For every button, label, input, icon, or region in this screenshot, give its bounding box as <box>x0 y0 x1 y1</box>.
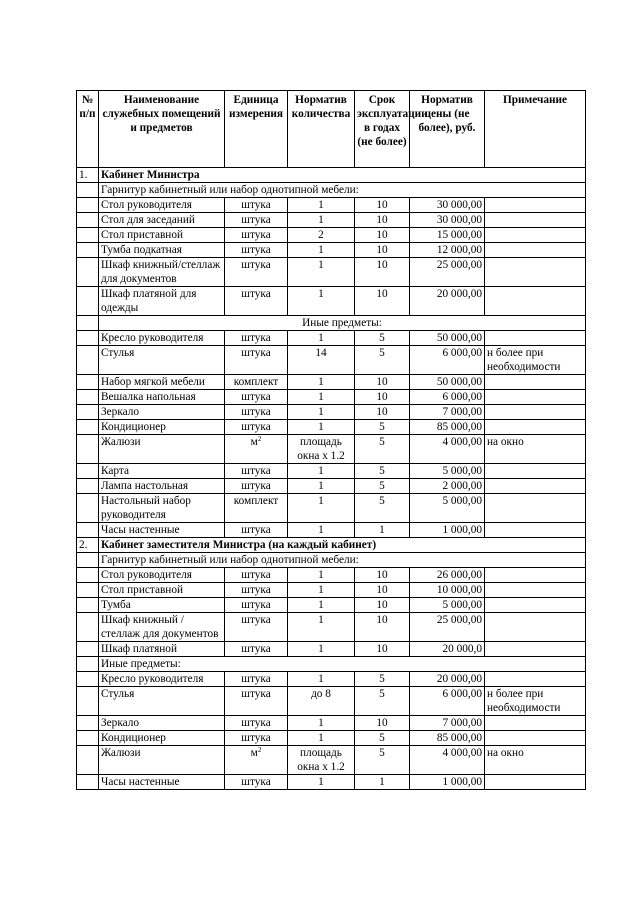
group-row <box>77 316 586 331</box>
item-unit <box>225 523 288 538</box>
item-unit <box>225 613 288 642</box>
item-unit-text: штука <box>241 347 271 359</box>
table-row <box>77 405 586 420</box>
item-term: 5 <box>355 746 410 775</box>
item-unit <box>225 568 288 583</box>
item-term: 10 <box>355 583 410 598</box>
item-unit-text: штука <box>241 776 271 788</box>
row-num-cell <box>77 687 99 716</box>
item-unit <box>225 672 288 687</box>
item-price: 20 000,0 <box>410 642 485 657</box>
item-name: Стулья <box>99 687 225 716</box>
item-unit <box>225 464 288 479</box>
table-header-row <box>77 91 586 168</box>
item-qty: 1 <box>288 258 355 287</box>
item-note <box>485 642 586 657</box>
row-num-cell <box>77 213 99 228</box>
table-row <box>77 479 586 494</box>
item-term: 1 <box>355 775 410 790</box>
item-price: 1 000,00 <box>410 523 485 538</box>
header-name: Наименование служебных помещений и предметов <box>99 91 225 168</box>
item-term: 5 <box>355 464 410 479</box>
item-price: 10 000,00 <box>410 583 485 598</box>
item-note: н более при необходимости <box>485 346 586 375</box>
item-unit-text: штука <box>241 524 271 536</box>
item-term: 10 <box>355 213 410 228</box>
item-name: Стол руководителя <box>99 568 225 583</box>
item-qty: 1 <box>288 464 355 479</box>
item-term: 5 <box>355 731 410 746</box>
item-price: 50 000,00 <box>410 375 485 390</box>
item-price: 6 000,00 <box>410 687 485 716</box>
row-num-cell <box>77 642 99 657</box>
item-qty: 1 <box>288 243 355 258</box>
item-unit-text: штука <box>241 199 271 211</box>
group-heading: Гарнитур кабинетный или набор однотипной мебели: <box>99 553 586 568</box>
item-unit-text: штука <box>241 244 271 256</box>
item-unit <box>225 331 288 346</box>
item-price: 85 000,00 <box>410 731 485 746</box>
item-note: н более при необходимости <box>485 687 586 716</box>
item-price: 5 000,00 <box>410 494 485 523</box>
item-unit <box>225 435 288 464</box>
table-row <box>77 464 586 479</box>
row-num-cell <box>77 287 99 316</box>
item-price: 26 000,00 <box>410 568 485 583</box>
item-unit <box>225 494 288 523</box>
item-term: 5 <box>355 331 410 346</box>
table-row <box>77 228 586 243</box>
item-name: Лампа настольная <box>99 479 225 494</box>
item-qty: 1 <box>288 479 355 494</box>
table-row <box>77 716 586 731</box>
item-term: 5 <box>355 687 410 716</box>
table-row <box>77 198 586 213</box>
item-term: 10 <box>355 598 410 613</box>
item-qty: 1 <box>288 287 355 316</box>
item-term: 5 <box>355 479 410 494</box>
item-note <box>485 523 586 538</box>
item-unit <box>225 642 288 657</box>
item-name: Шкаф книжный/стеллаж для документов <box>99 258 225 287</box>
item-unit-text: штука <box>241 717 271 729</box>
item-note <box>485 775 586 790</box>
section-title: Кабинет Министра <box>99 168 586 183</box>
section-row <box>77 538 586 553</box>
table-row <box>77 583 586 598</box>
item-term: 1 <box>355 523 410 538</box>
item-note <box>485 213 586 228</box>
item-name: Настольный набор руководителя <box>99 494 225 523</box>
item-note <box>485 494 586 523</box>
item-unit-text: штука <box>241 673 271 685</box>
item-qty: 1 <box>288 568 355 583</box>
item-name: Шкаф платяной <box>99 642 225 657</box>
header-term: Срок эксплуатации в годах (не более) <box>355 91 410 168</box>
item-unit-text: штука <box>241 688 271 700</box>
item-unit-text: штука <box>241 259 271 271</box>
item-name: Часы настенные <box>99 775 225 790</box>
item-qty: 1 <box>288 642 355 657</box>
item-qty: 1 <box>288 672 355 687</box>
item-unit-text: штука <box>241 214 271 226</box>
item-name: Зеркало <box>99 405 225 420</box>
item-price: 12 000,00 <box>410 243 485 258</box>
item-term: 10 <box>355 243 410 258</box>
group-num-cell <box>77 553 99 568</box>
table-row <box>77 346 586 375</box>
item-unit <box>225 375 288 390</box>
item-price: 85 000,00 <box>410 420 485 435</box>
item-note: на окно <box>485 746 586 775</box>
table-row <box>77 731 586 746</box>
item-unit <box>225 213 288 228</box>
item-term: 10 <box>355 228 410 243</box>
item-qty: 1 <box>288 523 355 538</box>
item-term: 5 <box>355 494 410 523</box>
item-note <box>485 479 586 494</box>
item-qty: площадь окна х 1.2 <box>288 746 355 775</box>
item-unit <box>225 390 288 405</box>
row-num-cell <box>77 494 99 523</box>
item-name: Шкаф книжный /стеллаж для документов <box>99 613 225 642</box>
item-price: 20 000,00 <box>410 287 485 316</box>
item-note <box>485 583 586 598</box>
header-note: Примечание <box>485 91 586 168</box>
row-num-cell <box>77 672 99 687</box>
item-unit-text: штука <box>241 480 271 492</box>
row-num-cell <box>77 613 99 642</box>
item-price: 20 000,00 <box>410 672 485 687</box>
item-unit <box>225 598 288 613</box>
item-note <box>485 243 586 258</box>
item-price: 4 000,00 <box>410 435 485 464</box>
row-num-cell <box>77 375 99 390</box>
item-unit-text: штука <box>241 584 271 596</box>
item-note <box>485 672 586 687</box>
table-row <box>77 420 586 435</box>
item-price: 30 000,00 <box>410 198 485 213</box>
item-name: Жалюзи <box>99 435 225 464</box>
header-unit: Единица измерения <box>225 91 288 168</box>
item-unit-text: штука <box>241 288 271 300</box>
item-unit-text: штука <box>241 599 271 611</box>
item-name: Карта <box>99 464 225 479</box>
group-row <box>77 657 586 672</box>
item-term: 10 <box>355 716 410 731</box>
item-name: Кондиционер <box>99 731 225 746</box>
item-qty: до 8 <box>288 687 355 716</box>
item-term: 10 <box>355 198 410 213</box>
item-name: Тумба <box>99 598 225 613</box>
table-row <box>77 375 586 390</box>
item-unit <box>225 198 288 213</box>
row-num-cell <box>77 420 99 435</box>
item-unit-text: штука <box>241 732 271 744</box>
item-note: на окно <box>485 435 586 464</box>
item-note <box>485 375 586 390</box>
table-row <box>77 523 586 538</box>
table-row <box>77 568 586 583</box>
row-num-cell <box>77 464 99 479</box>
section-row <box>77 168 586 183</box>
group-heading: Иные предметы: <box>99 316 586 331</box>
item-term: 5 <box>355 420 410 435</box>
item-note <box>485 228 586 243</box>
item-qty: 2 <box>288 228 355 243</box>
group-heading: Гарнитур кабинетный или набор однотипной мебели: <box>99 183 586 198</box>
item-price: 50 000,00 <box>410 331 485 346</box>
table-row <box>77 613 586 642</box>
item-term: 5 <box>355 672 410 687</box>
item-unit <box>225 346 288 375</box>
item-price: 30 000,00 <box>410 213 485 228</box>
group-row <box>77 553 586 568</box>
item-unit-text: штука <box>241 332 271 344</box>
item-unit <box>225 716 288 731</box>
table-row <box>77 775 586 790</box>
item-price: 15 000,00 <box>410 228 485 243</box>
item-unit-text: штука <box>241 229 271 241</box>
item-note <box>485 390 586 405</box>
item-qty: 1 <box>288 405 355 420</box>
item-price: 6 000,00 <box>410 390 485 405</box>
item-term: 10 <box>355 287 410 316</box>
table-body <box>77 168 586 790</box>
item-note <box>485 331 586 346</box>
item-name: Стол для заседаний <box>99 213 225 228</box>
item-unit-text: комплект <box>233 495 279 507</box>
row-num-cell <box>77 746 99 775</box>
table-row <box>77 258 586 287</box>
row-num-cell <box>77 198 99 213</box>
row-num-cell <box>77 716 99 731</box>
item-price: 5 000,00 <box>410 598 485 613</box>
item-unit-text: штука <box>241 614 271 626</box>
item-note <box>485 198 586 213</box>
item-unit-text: м <box>250 436 258 448</box>
row-num-cell <box>77 775 99 790</box>
item-note <box>485 731 586 746</box>
item-unit <box>225 687 288 716</box>
row-num-cell <box>77 258 99 287</box>
item-name: Жалюзи <box>99 746 225 775</box>
row-num-cell <box>77 598 99 613</box>
item-price: 4 000,00 <box>410 746 485 775</box>
item-note <box>485 716 586 731</box>
item-qty: 1 <box>288 598 355 613</box>
table-row <box>77 598 586 613</box>
item-name: Набор мягкой мебели <box>99 375 225 390</box>
section-number: 1. <box>77 168 99 183</box>
group-num-cell <box>77 183 99 198</box>
item-name: Стол приставной <box>99 583 225 598</box>
item-unit-text: штука <box>241 643 271 655</box>
section-title: Кабинет заместителя Министра (на каждый кабинет) <box>99 538 586 553</box>
group-num-cell <box>77 316 99 331</box>
item-price: 5 000,00 <box>410 464 485 479</box>
item-qty: 1 <box>288 390 355 405</box>
item-qty: 1 <box>288 775 355 790</box>
item-unit <box>225 258 288 287</box>
table-row <box>77 672 586 687</box>
item-unit-text: штука <box>241 569 271 581</box>
item-unit <box>225 731 288 746</box>
item-qty: 1 <box>288 375 355 390</box>
item-unit-exponent: 2 <box>257 746 262 754</box>
item-qty: 1 <box>288 583 355 598</box>
item-unit <box>225 243 288 258</box>
item-unit <box>225 405 288 420</box>
row-num-cell <box>77 243 99 258</box>
group-row <box>77 183 586 198</box>
row-num-cell <box>77 228 99 243</box>
section-number: 2. <box>77 538 99 553</box>
table-row <box>77 435 586 464</box>
norms-table <box>76 90 586 790</box>
row-num-cell <box>77 568 99 583</box>
item-term: 10 <box>355 642 410 657</box>
table-row <box>77 287 586 316</box>
item-price: 25 000,00 <box>410 613 485 642</box>
row-num-cell <box>77 405 99 420</box>
row-num-cell <box>77 731 99 746</box>
table-row <box>77 331 586 346</box>
item-unit-text: комплект <box>233 376 279 388</box>
item-term: 10 <box>355 405 410 420</box>
item-qty: 1 <box>288 494 355 523</box>
item-note <box>485 258 586 287</box>
item-name: Зеркало <box>99 716 225 731</box>
header-qty: Норматив количества <box>288 91 355 168</box>
item-price: 2 000,00 <box>410 479 485 494</box>
item-term: 10 <box>355 390 410 405</box>
item-unit <box>225 583 288 598</box>
item-note <box>485 405 586 420</box>
row-num-cell <box>77 583 99 598</box>
table-row <box>77 687 586 716</box>
item-price: 1 000,00 <box>410 775 485 790</box>
item-unit <box>225 775 288 790</box>
item-unit-text: штука <box>241 406 271 418</box>
item-unit <box>225 228 288 243</box>
item-name: Стол приставной <box>99 228 225 243</box>
item-term: 10 <box>355 568 410 583</box>
row-num-cell <box>77 523 99 538</box>
item-price: 7 000,00 <box>410 716 485 731</box>
item-unit-exponent: 2 <box>257 435 262 443</box>
item-qty: 14 <box>288 346 355 375</box>
row-num-cell <box>77 346 99 375</box>
item-name: Кресло руководителя <box>99 672 225 687</box>
item-name: Стол руководителя <box>99 198 225 213</box>
item-note <box>485 464 586 479</box>
item-qty: 1 <box>288 213 355 228</box>
item-name: Вешалка напольная <box>99 390 225 405</box>
item-term: 10 <box>355 375 410 390</box>
group-heading: Иные предметы: <box>99 657 586 672</box>
item-note <box>485 287 586 316</box>
item-price: 25 000,00 <box>410 258 485 287</box>
item-note <box>485 598 586 613</box>
item-name: Кондиционер <box>99 420 225 435</box>
item-unit-text: штука <box>241 421 271 433</box>
table-row <box>77 243 586 258</box>
item-term: 5 <box>355 346 410 375</box>
header-num: № п/п <box>77 91 99 168</box>
row-num-cell <box>77 479 99 494</box>
group-num-cell <box>77 657 99 672</box>
row-num-cell <box>77 435 99 464</box>
item-qty: 1 <box>288 613 355 642</box>
table-row <box>77 494 586 523</box>
item-price: 6 000,00 <box>410 346 485 375</box>
item-qty: 1 <box>288 731 355 746</box>
item-qty: 1 <box>288 420 355 435</box>
table-row <box>77 390 586 405</box>
item-term: 10 <box>355 613 410 642</box>
table-row <box>77 746 586 775</box>
item-unit <box>225 420 288 435</box>
item-unit-text: штука <box>241 391 271 403</box>
item-qty: площадь окна х 1.2 <box>288 435 355 464</box>
row-num-cell <box>77 331 99 346</box>
item-qty: 1 <box>288 198 355 213</box>
item-note <box>485 568 586 583</box>
item-unit-text: м <box>250 747 258 759</box>
item-term: 10 <box>355 258 410 287</box>
header-price: Норматив цены (не более), руб. <box>410 91 485 168</box>
item-unit <box>225 479 288 494</box>
item-name: Шкаф платяной для одежды <box>99 287 225 316</box>
item-name: Стулья <box>99 346 225 375</box>
item-note <box>485 420 586 435</box>
item-price: 7 000,00 <box>410 405 485 420</box>
item-unit <box>225 287 288 316</box>
item-unit-text: штука <box>241 465 271 477</box>
item-note <box>485 613 586 642</box>
item-unit <box>225 746 288 775</box>
table-row <box>77 642 586 657</box>
item-term: 5 <box>355 435 410 464</box>
row-num-cell <box>77 390 99 405</box>
table-row <box>77 213 586 228</box>
item-qty: 1 <box>288 331 355 346</box>
item-qty: 1 <box>288 716 355 731</box>
document-page <box>76 90 586 790</box>
item-name: Тумба подкатная <box>99 243 225 258</box>
item-name: Кресло руководителя <box>99 331 225 346</box>
item-name: Часы настенные <box>99 523 225 538</box>
